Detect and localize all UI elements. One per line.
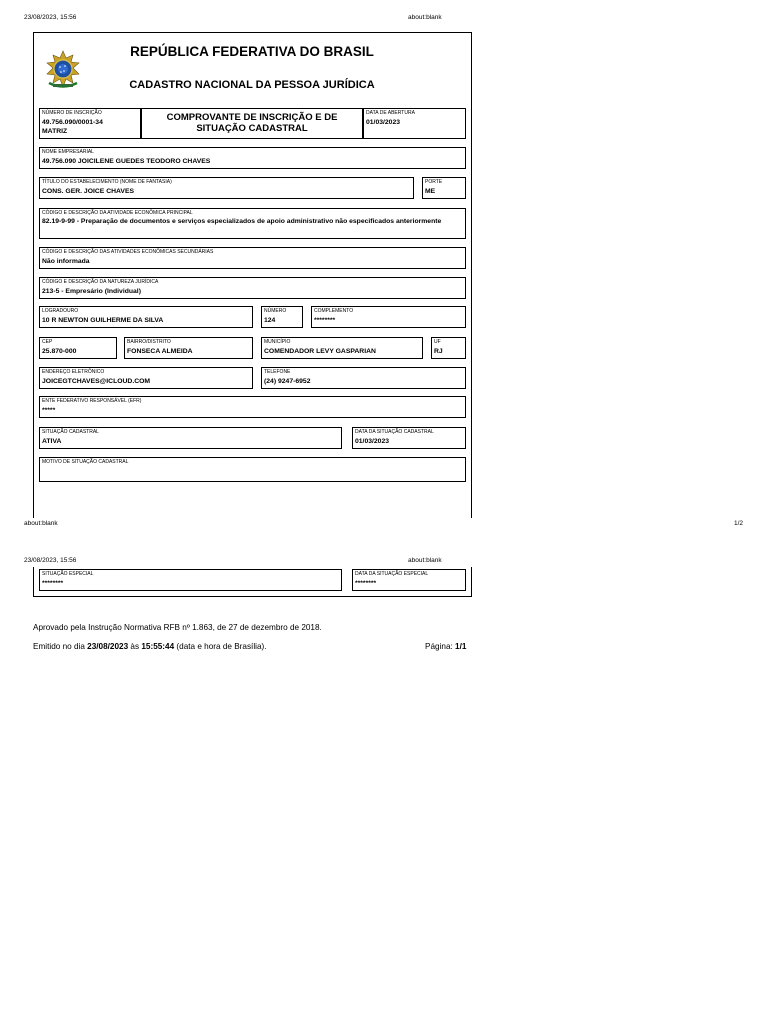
atividades-secundarias-value: Não informada xyxy=(42,258,90,265)
numero-box xyxy=(261,306,303,328)
emitido-mid: às xyxy=(128,642,142,651)
atividades-secundarias-label: CÓDIGO E DESCRIÇÃO DAS ATIVIDADES ECONÔMICAS SECUNDÁRIAS xyxy=(42,249,214,255)
inscricao-box xyxy=(39,108,141,139)
inscricao-label: NÚMERO DE INSCRIÇÃO xyxy=(42,110,102,116)
abertura-label: DATA DE ABERTURA xyxy=(366,110,415,116)
fantasia-value: CONS. GER. JOICE CHAVES xyxy=(42,188,135,195)
print-url-page2: about:blank xyxy=(408,557,442,564)
email-value: JOICEGTCHAVES@ICLOUD.COM xyxy=(42,378,151,385)
numero-label: NÚMERO xyxy=(264,308,287,314)
comprovante-box xyxy=(141,108,363,139)
data-situacao-label: DATA DA SITUAÇÃO CADASTRAL xyxy=(355,429,434,435)
atividade-principal-box xyxy=(39,208,466,239)
fantasia-box xyxy=(39,177,414,199)
situacao-box xyxy=(39,427,342,449)
emitido-date: 23/08/2023 xyxy=(87,642,129,651)
abertura-value: 01/03/2023 xyxy=(366,119,401,126)
data-situacao-especial-value: ******** xyxy=(355,580,377,587)
natureza-label: CÓDIGO E DESCRIÇÃO DA NATUREZA JURÍDICA xyxy=(42,279,159,285)
complemento-value: ******** xyxy=(314,317,336,324)
emitido-time: 15:55:44 xyxy=(141,642,175,651)
data-situacao-especial-label: DATA DA SITUAÇÃO ESPECIAL xyxy=(355,571,429,577)
data-situacao-value: 01/03/2023 xyxy=(355,438,390,445)
bairro-value: FONSECA ALMEIDA xyxy=(127,348,193,355)
email-box xyxy=(39,367,253,389)
aprovado-text: Aprovado pela Instrução Normativa RFB nº 1.863, de 27 de dezembro de 2018. xyxy=(33,623,322,632)
cep-label: CEP xyxy=(42,339,53,345)
porte-label: PORTE xyxy=(425,179,443,185)
footer-page: 1/2 xyxy=(734,520,744,527)
uf-label: UF xyxy=(434,339,441,345)
emitido-suffix: (data e hora de Brasília). xyxy=(174,642,267,651)
complemento-label: COMPLEMENTO xyxy=(314,308,354,314)
bairro-label: BAIRRO/DISTRITO xyxy=(127,339,171,345)
inscricao-tipo: MATRIZ xyxy=(42,128,68,135)
fantasia-label: TÍTULO DO ESTABELECIMENTO (NOME DE FANTASIA) xyxy=(42,179,172,185)
inscricao-value: 49.756.090/0001-34 xyxy=(42,119,103,126)
nome-value: 49.756.090 JOICILENE GUEDES TEODORO CHAVES xyxy=(42,158,211,165)
telefone-label: TELEFONE xyxy=(264,369,291,375)
footer-url: about:blank xyxy=(24,520,58,527)
atividade-principal-value: 82.19-9-99 - Preparação de documentos e serviços especializados de apoio administrativo não especificados anteriormente xyxy=(42,218,442,225)
municipio-label: MUNICÍPIO xyxy=(264,339,291,345)
logradouro-label: LOGRADOURO xyxy=(42,308,79,314)
numero-value: 124 xyxy=(264,317,276,324)
situacao-value: ATIVA xyxy=(42,438,62,445)
pagina-label: Página: xyxy=(425,642,456,651)
natureza-value: 213-5 - Empresário (Individual) xyxy=(42,288,141,295)
atividade-principal-label: CÓDIGO E DESCRIÇÃO DA ATIVIDADE ECONÔMICA PRINCIPAL xyxy=(42,210,193,216)
municipio-box xyxy=(261,337,423,359)
natureza-box xyxy=(39,277,466,299)
nome-label: NOME EMPRESARIAL xyxy=(42,149,94,155)
situacao-especial-value: ******** xyxy=(42,580,64,587)
nome-box xyxy=(39,147,466,169)
pagina-text xyxy=(425,642,466,651)
comprovante-title: COMPROVANTE DE INSCRIÇÃO E DE SITUAÇÃO CADASTRAL xyxy=(166,112,338,134)
data-situacao-especial-box xyxy=(352,569,466,591)
email-label: ENDEREÇO ELETRÔNICO xyxy=(42,369,105,375)
emitido-prefix: Emitido no dia xyxy=(33,642,88,651)
logradouro-box xyxy=(39,306,253,328)
print-datetime: 23/08/2023, 15:56 xyxy=(24,14,77,21)
efr-label: ENTE FEDERATIVO RESPONSÁVEL (EFR) xyxy=(42,398,142,404)
municipio-value: COMENDADOR LEVY GASPARIAN xyxy=(264,348,376,355)
uf-box xyxy=(431,337,466,359)
print-datetime-page2: 23/08/2023, 15:56 xyxy=(24,557,77,564)
efr-box xyxy=(39,396,466,418)
uf-value: RJ xyxy=(434,348,443,355)
porte-value: ME xyxy=(425,188,436,195)
republic-title: REPÚBLICA FEDERATIVA DO BRASIL xyxy=(130,44,374,59)
data-situacao-box xyxy=(352,427,466,449)
cep-value: 25.870-000 xyxy=(42,348,77,355)
emitido-text xyxy=(33,642,267,651)
bairro-box xyxy=(124,337,253,359)
situacao-label: SITUAÇÃO CADASTRAL xyxy=(42,429,99,435)
print-url: about:blank xyxy=(408,14,442,21)
motivo-label: MOTIVO DE SITUAÇÃO CADASTRAL xyxy=(42,459,129,465)
cep-box xyxy=(39,337,117,359)
abertura-box xyxy=(363,108,466,139)
pagina-value: 1/1 xyxy=(455,642,467,651)
complemento-box xyxy=(311,306,466,328)
registry-title: CADASTRO NACIONAL DA PESSOA JURÍDICA xyxy=(129,79,375,91)
situacao-especial-label: SITUAÇÃO ESPECIAL xyxy=(42,571,94,577)
telefone-value: (24) 9247-6952 xyxy=(264,378,311,385)
efr-value: ***** xyxy=(42,407,56,414)
logradouro-value: 10 R NEWTON GUILHERME DA SILVA xyxy=(42,317,164,324)
telefone-box xyxy=(261,367,466,389)
porte-box xyxy=(422,177,466,199)
atividades-secundarias-box xyxy=(39,247,466,269)
situacao-especial-box xyxy=(39,569,342,591)
motivo-box xyxy=(39,457,466,482)
